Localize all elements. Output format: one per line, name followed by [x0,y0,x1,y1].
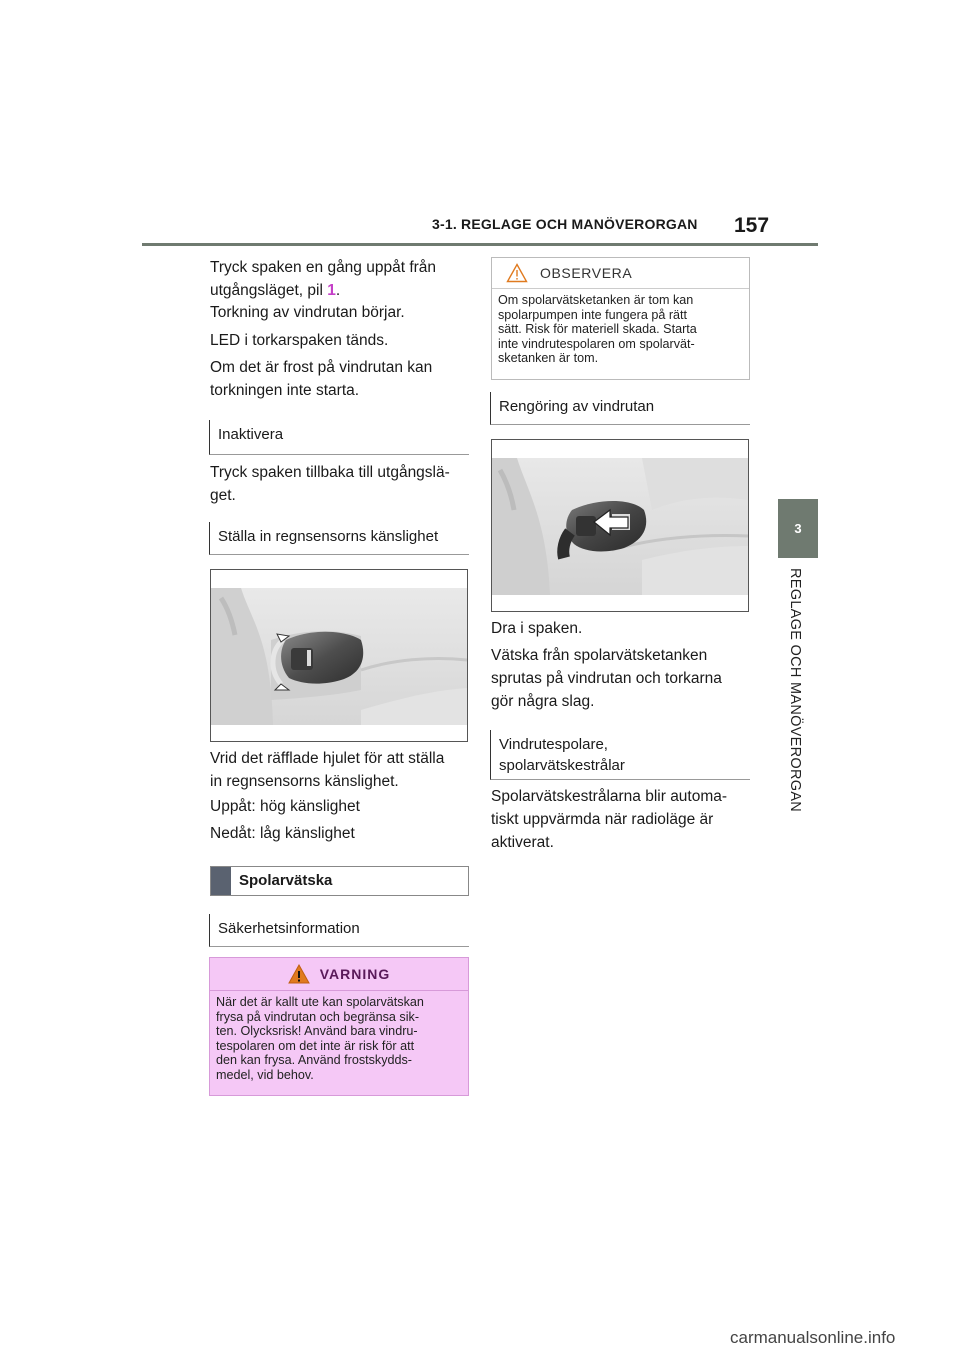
chapter-number: 3 [794,521,802,536]
nozzles-paragraph [491,785,751,854]
cleaning-p2-line-3: gör några slag. [491,693,595,710]
section-spolarvatska-title: Spolarvätska [239,872,333,889]
deactivate-line-1: Tryck spaken tillbaka till utgångslä- [210,464,450,481]
rain-sensor-illustration [211,570,467,741]
header-rule [142,243,818,246]
cleaning-p2-line-1: Vätska från spolarvätsketanken [491,647,708,664]
warning-line-3: ten. Olycksrisk! Använd bara vindru- [216,1024,418,1039]
chapter-tab [778,499,818,558]
warning-title: VARNING [319,966,391,982]
intro-paragraph-4 [210,356,470,402]
sensor-down-text: Nedåt: låg känslighet [210,825,355,842]
sensor-line-2: in regnsensorns känslighet. [210,773,399,790]
page-number: 157 [734,214,770,237]
cleaning-p2-line-2: sprutas på vindrutan och torkarna [491,670,722,687]
warning-text [210,990,468,1087]
intro-line-1: Tryck spaken en gång uppåt från [210,259,437,276]
note-line-5: sketanken är tom. [498,351,599,366]
nozzles-heading-line-1: Vindrutespolare, [499,736,608,753]
warning-triangle-icon [288,964,310,984]
warning-box [209,957,469,1096]
nozzles-line-3: aktiverat. [491,834,554,851]
intro-paragraph-2: Torkning av vindrutan börjar. [210,304,405,321]
note-box [491,257,750,380]
note-line-1: Om spolarvätsketanken är tom kan [498,293,694,307]
intro-paragraph-3: LED i torkarspaken tänds. [210,332,389,349]
note-line-3: sätt. Risk för materiell skada. Starta [498,322,697,337]
nozzles-line-1: Spolarvätskestrålarna blir automa- [491,788,728,805]
arrow-reference: 1 [327,282,336,299]
cleaning-paragraph-2 [491,644,751,713]
watermark-text: carmanualsonline.info [730,1328,896,1347]
pull-lever-illustration [492,440,748,611]
caution-triangle-icon [506,263,528,283]
deactivate-paragraph [210,461,470,507]
heading-washer-nozzles [490,730,750,780]
figure-rain-sensor-wheel [210,569,468,742]
sensor-line-1: Vrid det räfflade hjulet för att ställa [210,750,445,767]
warning-line-2: frysa på vindrutan och begränsa sik- [216,1009,420,1024]
note-line-2: spolarpumpen inte fungera på rätt [498,307,688,322]
intro-line-2 [210,279,470,302]
figure-pull-lever [491,439,749,612]
warning-header [210,958,468,990]
note-line-4: inte vindrutespolaren om spolarvät- [498,336,695,351]
section-block-marker [211,867,231,895]
cleaning-paragraph-1: Dra i spaken. [491,620,583,637]
nozzles-heading-line-2: spolarvätskestrålar [499,757,625,774]
warning-line-5: den kan frysa. Använd frostskydds- [216,1053,413,1068]
intro-line-2-end: . [335,282,341,299]
heading-sensor-sensitivity: Ställa in regnsensorns känslighet [209,522,469,555]
heading-safety-information: Säkerhetsinformation [209,914,469,947]
intro-p4-line-2: torkningen inte starta. [210,382,360,399]
intro-p4-line-1: Om det är frost på vindrutan kan [210,359,433,376]
sensor-up-text: Uppåt: hög känslighet [210,798,360,815]
sensor-paragraph [210,747,470,793]
heading-windshield-cleaning: Rengöring av vindrutan [490,392,750,425]
nozzles-line-2: tiskt uppvärmda när radioläge är [491,811,714,828]
intro-paragraph-1 [210,256,470,302]
warning-line-6: medel, vid behov. [216,1067,314,1082]
note-title: OBSERVERA [540,265,633,281]
intro-line-2-text: utgångsläget, pil [210,282,328,299]
heading-inaktivera: Inaktivera [209,420,469,455]
warning-line-4: tespolaren om det inte är risk för att [216,1038,415,1053]
warning-line-1: När det är kallt ute kan spolarvätskan [216,995,424,1009]
note-header [492,258,749,288]
running-header-section: 3-1. REGLAGE OCH MANÖVERORGAN [432,216,698,232]
note-text [492,288,749,370]
section-spolarvatska [210,866,469,896]
chapter-label: REGLAGE OCH MANÖVERORGAN [787,568,803,813]
deactivate-line-2: get. [210,487,236,504]
